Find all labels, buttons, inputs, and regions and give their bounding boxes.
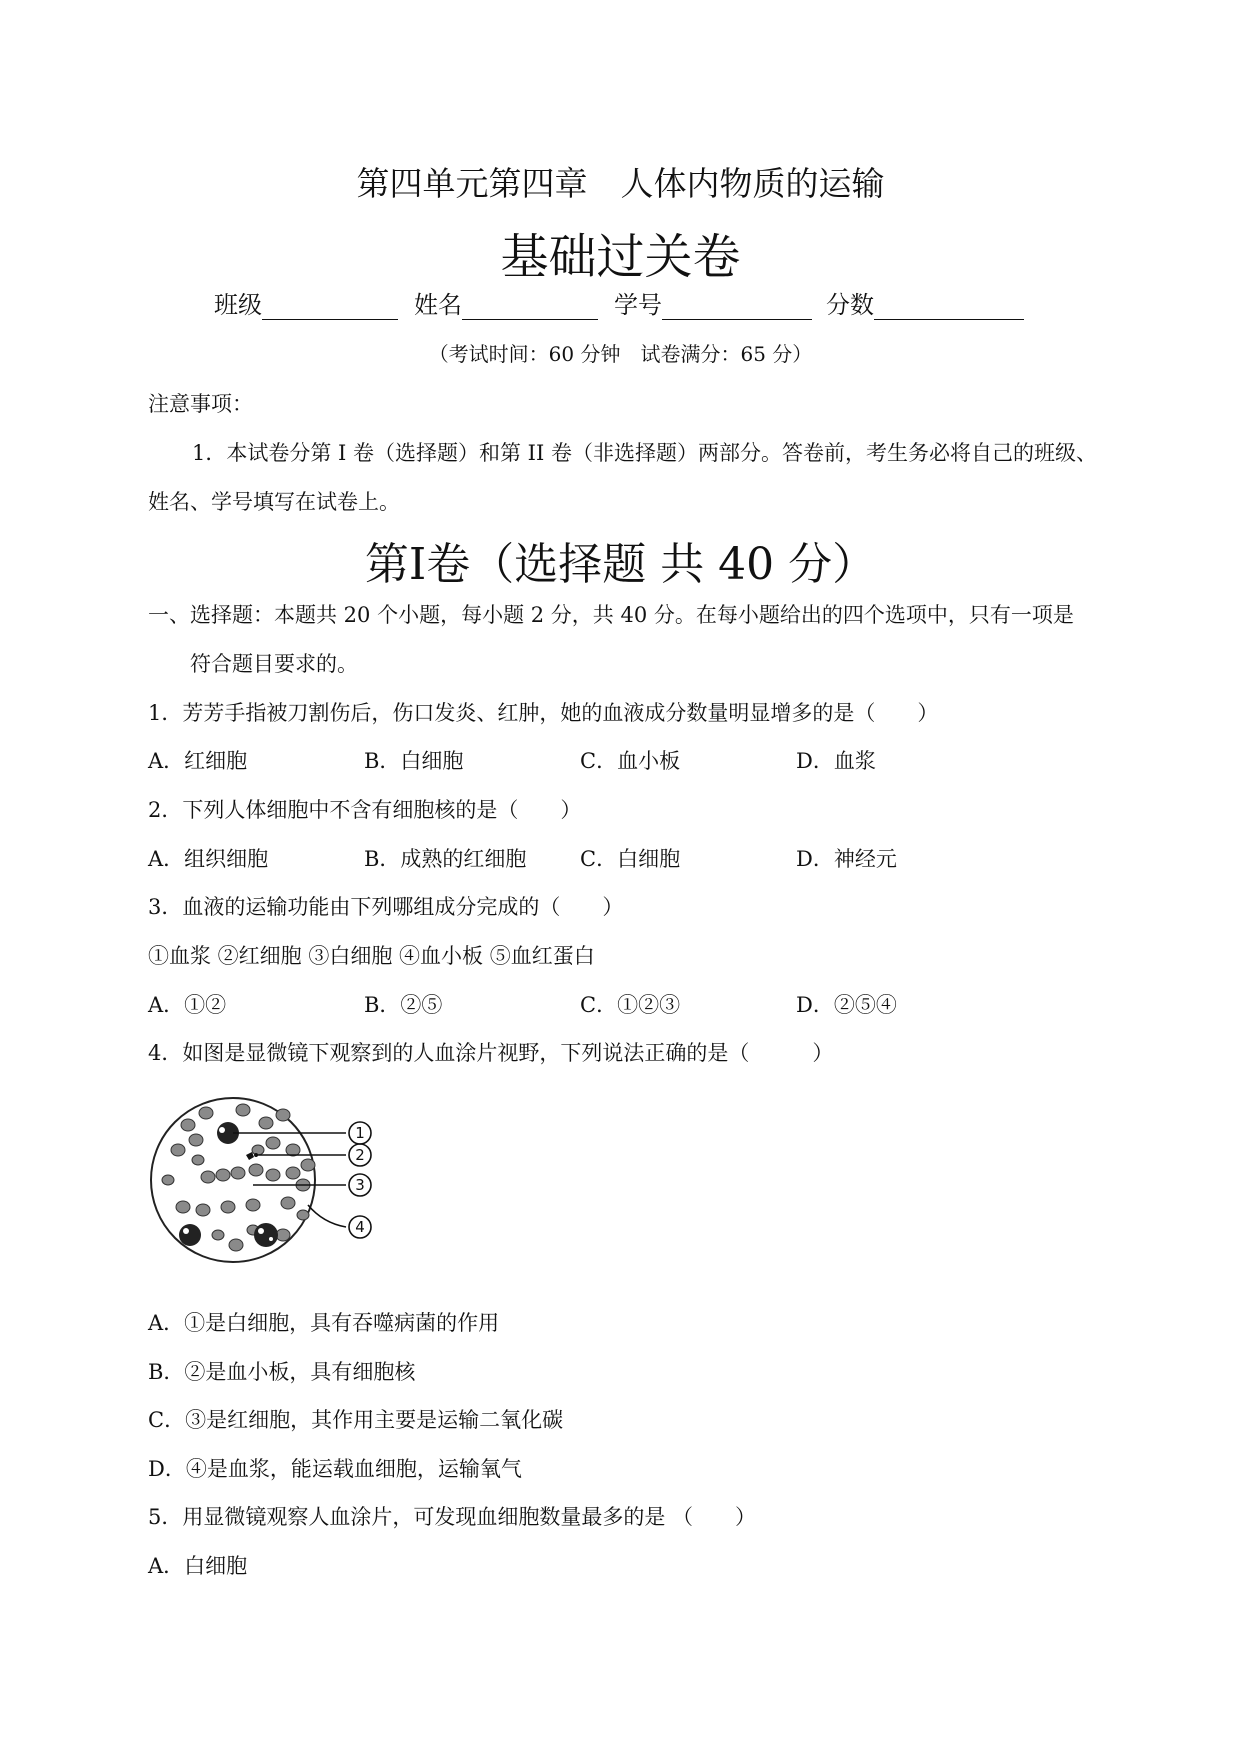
q1-option-c: C．血小板 (580, 749, 681, 773)
svg-text:2: 2 (355, 1146, 365, 1164)
exam-title: 第四单元第四章 人体内物质的运输 (356, 164, 885, 203)
q2-option-a: A．组织细胞 (148, 847, 269, 871)
name-field (414, 285, 598, 320)
notice-heading: 注意事项： (148, 392, 253, 416)
q2-option-d: D．神经元 (796, 847, 897, 871)
score-field (826, 285, 1024, 320)
q5-option-a: A．白细胞 (148, 1554, 248, 1578)
question-3-stem: 3．血液的运输功能由下列哪组成分完成的（ ） (148, 895, 624, 919)
notice-item-1: 1．本试卷分第 I 卷（选择题）和第 II 卷（非选择题）两部分。答卷前，考生务必将自己的班级、 (192, 441, 1097, 465)
q3-option-d: D．②⑤④ (796, 993, 897, 1017)
question-5-stem: 5．用显微镜观察人血涂片，可发现血细胞数量最多的是 （ ） (148, 1505, 757, 1529)
id-label: 学号 (614, 291, 662, 319)
question-2-stem: 2．下列人体细胞中不含有细胞核的是（ ） (148, 798, 582, 822)
blood-smear-diagram (148, 1095, 418, 1265)
svg-text:1: 1 (355, 1124, 365, 1142)
exam-subtitle: 基础过关卷 (500, 229, 741, 285)
question-4-stem: 4．如图是显微镜下观察到的人血涂片视野，下列说法正确的是（ ） (148, 1041, 834, 1065)
q3-option-a: A．①② (148, 993, 227, 1017)
class-blank (262, 293, 398, 320)
q4-option-b: B．②是血小板，具有细胞核 (148, 1360, 416, 1384)
svg-text:4: 4 (355, 1218, 365, 1236)
q2-option-b: B．成熟的红细胞 (364, 847, 527, 871)
q3-option-c: C．①②③ (580, 993, 681, 1017)
q3-option-b: B．②⑤ (364, 993, 443, 1017)
q1-option-a: A．红细胞 (148, 749, 248, 773)
question-3-substem: ①血浆 ②红细胞 ③白细胞 ④血小板 ⑤血红蛋白 (148, 944, 595, 968)
name-blank (462, 293, 598, 320)
id-blank (662, 293, 812, 320)
class-field (214, 285, 398, 320)
name-label: 姓名 (414, 291, 462, 319)
exam-time-info: （考试时间：60 分钟 试卷满分：65 分） (428, 342, 813, 366)
score-label: 分数 (826, 291, 874, 319)
question-1-stem: 1．芳芳手指被刀割伤后，伤口发炎、红肿，她的血液成分数量明显增多的是（ ） (148, 701, 939, 725)
id-field (614, 285, 812, 320)
q2-option-c: C．白细胞 (580, 847, 681, 871)
section-instruction-cont: 符合题目要求的。 (190, 652, 358, 676)
section-title: 第I卷（选择题 共 40 分） (364, 539, 877, 590)
q4-option-d: D．④是血浆，能运载血细胞，运输氧气 (148, 1457, 522, 1481)
notice-item-1-cont: 姓名、学号填写在试卷上。 (148, 490, 400, 514)
q1-option-b: B．白细胞 (364, 749, 464, 773)
section-instruction: 一、选择题：本题共 20 个小题，每小题 2 分，共 40 分。在每小题给出的四个选项中，只有一项是 (148, 603, 1074, 627)
class-label: 班级 (214, 291, 262, 319)
blood-smear-figure (148, 1095, 418, 1269)
svg-text:3: 3 (355, 1176, 365, 1194)
q1-option-d: D．血浆 (796, 749, 876, 773)
q4-option-c: C．③是红细胞，其作用主要是运输二氧化碳 (148, 1408, 564, 1432)
q4-option-a: A．①是白细胞，具有吞噬病菌的作用 (148, 1311, 500, 1335)
score-blank (874, 293, 1024, 320)
